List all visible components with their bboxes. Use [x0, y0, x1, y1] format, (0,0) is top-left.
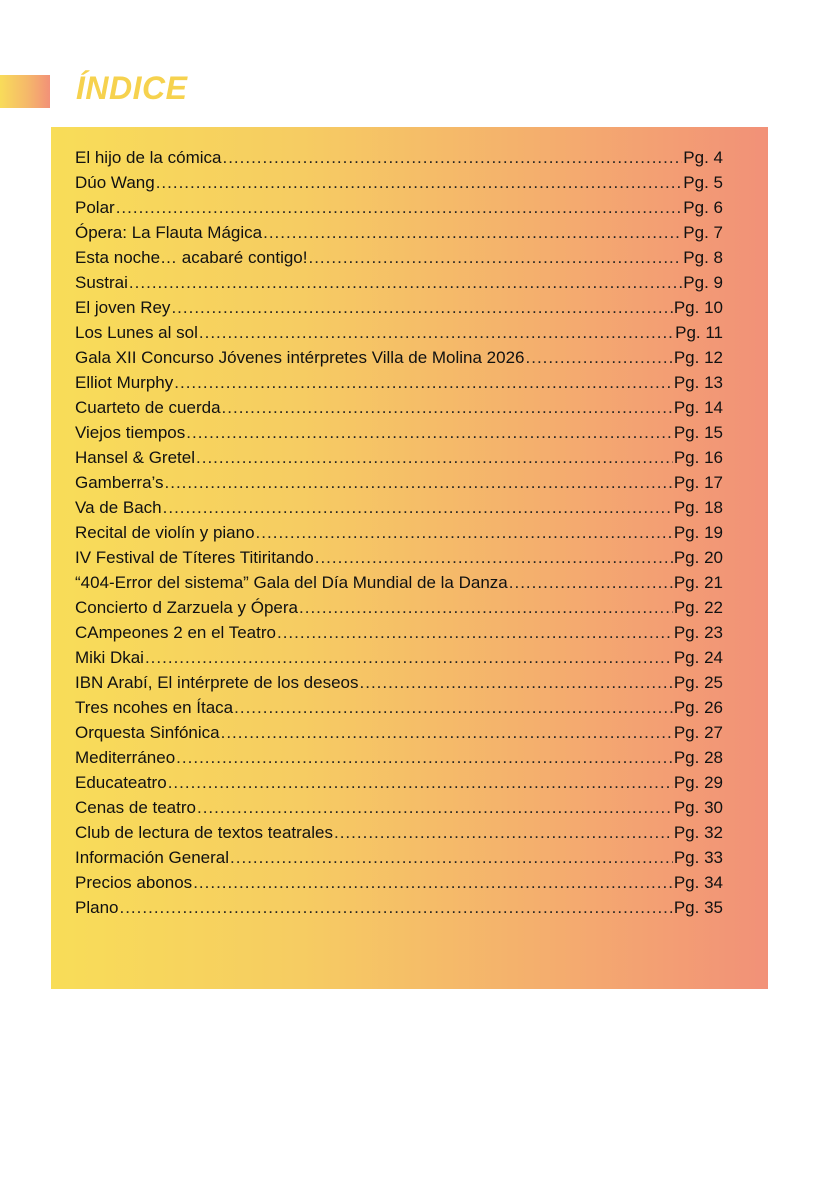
dot-leader [156, 173, 683, 193]
toc-entry-page: Pg. 11 [675, 323, 723, 342]
toc-entry-page: Pg. 21 [673, 573, 723, 592]
dot-leader [299, 598, 673, 618]
toc-entry-title: Gamberra’s [75, 473, 164, 492]
dot-leader [193, 873, 673, 893]
toc-entry[interactable] [75, 723, 723, 748]
dot-leader [334, 823, 673, 843]
toc-entry-page: Pg. 7 [683, 223, 723, 242]
toc-entry-page: Pg. 29 [673, 773, 723, 792]
toc-entry[interactable] [75, 648, 723, 673]
toc-entry[interactable] [75, 323, 723, 348]
toc-entry-title: “404-Error del sistema” Gala del Día Mundial de la Danza [75, 573, 508, 592]
toc-entry-page: Pg. 30 [673, 798, 723, 817]
toc-entry-title: Información General [75, 848, 230, 867]
toc-entry[interactable] [75, 823, 723, 848]
toc-entry[interactable] [75, 848, 723, 873]
toc-entry-page: Pg. 4 [683, 148, 723, 167]
toc-entry[interactable] [75, 473, 723, 498]
toc-entry[interactable] [75, 773, 723, 798]
toc-entry-page: Pg. 12 [673, 348, 723, 367]
toc-entry-title: IBN Arabí, El intérprete de los deseos [75, 673, 359, 692]
toc-entry[interactable] [75, 348, 723, 373]
toc-entry[interactable] [75, 173, 723, 198]
toc-entry-title: IV Festival de Títeres Titiritando [75, 548, 314, 567]
toc-entry[interactable] [75, 598, 723, 623]
toc-entry-title: Orquesta Sinfónica [75, 723, 220, 742]
toc-entry-title: Los Lunes al sol [75, 323, 198, 342]
toc-entry-page: Pg. 28 [673, 748, 723, 767]
dot-leader [221, 723, 673, 743]
dot-leader [199, 323, 674, 343]
toc-entry-page: Pg. 8 [683, 248, 723, 267]
toc-entry-title: El hijo de la cómica [75, 148, 222, 167]
toc-entry-title: Cenas de teatro [75, 798, 196, 817]
toc-entry-title: CAmpeones 2 en el Teatro [75, 623, 276, 642]
toc-entry-title: Miki Dkai [75, 648, 144, 667]
dot-leader [129, 273, 682, 293]
dot-leader [308, 248, 682, 268]
toc-entry-title: Viejos tiempos [75, 423, 186, 442]
toc-entry-page: Pg. 26 [673, 698, 723, 717]
dot-leader [186, 423, 673, 443]
toc-entry-title: Ópera: La Flauta Mágica [75, 223, 263, 242]
dot-leader [222, 148, 682, 168]
decorative-tab [0, 75, 50, 108]
toc-entry-title: Precios abonos [75, 873, 193, 892]
dot-leader [168, 773, 673, 793]
toc-entry-page: Pg. 33 [673, 848, 723, 867]
toc-entry-page: Pg. 34 [673, 873, 723, 892]
toc-entry-title: Va de Bach [75, 498, 162, 517]
toc-entry-page: Pg. 10 [673, 298, 723, 317]
toc-entry-page: Pg. 6 [683, 198, 723, 217]
toc-entry-title: Mediterráneo [75, 748, 176, 767]
dot-leader [526, 348, 673, 368]
toc-entry[interactable] [75, 373, 723, 398]
toc-entry[interactable] [75, 423, 723, 448]
toc-entry[interactable] [75, 698, 723, 723]
dot-leader [165, 473, 673, 493]
dot-leader [197, 798, 673, 818]
dot-leader [277, 623, 673, 643]
toc-entry-title: Polar [75, 198, 115, 217]
dot-leader [116, 198, 683, 218]
toc-entry-page: Pg. 32 [673, 823, 723, 842]
dot-leader [163, 498, 673, 518]
toc-entry[interactable] [75, 873, 723, 898]
toc-entry-page: Pg. 25 [673, 673, 723, 692]
dot-leader [230, 848, 673, 868]
toc-entry[interactable] [75, 248, 723, 273]
toc-entry-page: Pg. 13 [673, 373, 723, 392]
dot-leader [360, 673, 673, 693]
toc-entry[interactable] [75, 273, 723, 298]
toc-entry-page: Pg. 16 [673, 448, 723, 467]
toc-entry-title: Cuarteto de cuerda [75, 398, 221, 417]
toc-entry-title: Dúo Wang [75, 173, 155, 192]
toc-entry-page: Pg. 19 [673, 523, 723, 542]
toc-entry-page: Pg. 9 [683, 273, 723, 292]
toc-list [75, 148, 723, 923]
toc-entry[interactable] [75, 673, 723, 698]
toc-entry-page: Pg. 35 [673, 898, 723, 917]
toc-entry[interactable] [75, 548, 723, 573]
toc-entry[interactable] [75, 898, 723, 923]
toc-entry-page: Pg. 17 [673, 473, 723, 492]
toc-entry-title: Sustrai [75, 273, 128, 292]
toc-entry-title: Esta noche… acabaré contigo! [75, 248, 308, 267]
toc-entry[interactable] [75, 148, 723, 173]
dot-leader [196, 448, 673, 468]
toc-entry-title: Plano [75, 898, 119, 917]
toc-entry[interactable] [75, 748, 723, 773]
page-title: ÍNDICE [76, 70, 188, 106]
dot-leader [256, 523, 673, 543]
dot-leader [145, 648, 673, 668]
dot-leader [171, 298, 672, 318]
toc-entry-title: Hansel & Gretel [75, 448, 195, 467]
toc-entry-title: Club de lectura de textos teatrales [75, 823, 333, 842]
toc-entry-title: Concierto d Zarzuela y Ópera [75, 598, 298, 617]
toc-entry[interactable] [75, 523, 723, 548]
toc-entry-page: Pg. 18 [673, 498, 723, 517]
toc-entry[interactable] [75, 623, 723, 648]
dot-leader [509, 573, 673, 593]
toc-entry-page: Pg. 24 [673, 648, 723, 667]
toc-entry-page: Pg. 20 [673, 548, 723, 567]
toc-entry[interactable] [75, 298, 723, 323]
toc-entry-page: Pg. 14 [673, 398, 723, 417]
toc-entry-page: Pg. 22 [673, 598, 723, 617]
toc-entry[interactable] [75, 223, 723, 248]
toc-entry[interactable] [75, 448, 723, 473]
toc-entry[interactable] [75, 573, 723, 598]
dot-leader [263, 223, 682, 243]
toc-entry-title: Gala XII Concurso Jóvenes intérpretes Villa de Molina 2026 [75, 348, 525, 367]
dot-leader [176, 748, 673, 768]
toc-entry-page: Pg. 27 [673, 723, 723, 742]
toc-entry-title: El joven Rey [75, 298, 171, 317]
toc-entry-page: Pg. 15 [673, 423, 723, 442]
dot-leader [119, 898, 672, 918]
toc-entry[interactable] [75, 798, 723, 823]
dot-leader [234, 698, 673, 718]
dot-leader [315, 548, 673, 568]
toc-entry[interactable] [75, 398, 723, 423]
toc-entry[interactable] [75, 498, 723, 523]
toc-entry-title: Elliot Murphy [75, 373, 174, 392]
toc-entry-title: Tres ncohes en Ítaca [75, 698, 234, 717]
dot-leader [222, 398, 673, 418]
toc-entry-title: Recital de violín y piano [75, 523, 255, 542]
toc-entry-page: Pg. 5 [683, 173, 723, 192]
dot-leader [174, 373, 673, 393]
toc-entry-title: Educateatro [75, 773, 167, 792]
toc-entry-page: Pg. 23 [673, 623, 723, 642]
toc-entry[interactable] [75, 198, 723, 223]
